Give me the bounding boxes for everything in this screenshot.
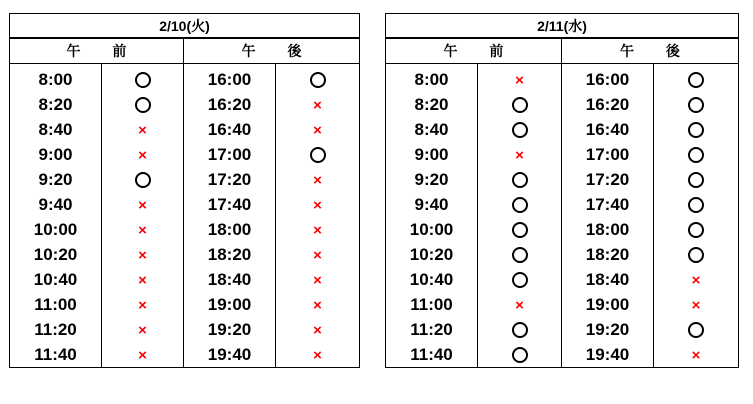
morning-time: 8:40: [10, 117, 102, 142]
cross-unavailable-icon: ×: [313, 121, 322, 139]
cross-unavailable-icon: ×: [313, 96, 322, 114]
morning-time: 10:00: [10, 217, 102, 242]
afternoon-status: [276, 167, 360, 192]
morning-status: [478, 167, 562, 192]
schedule-row: [10, 242, 360, 267]
circle-available-icon: [688, 322, 704, 338]
circle-available-icon: [310, 147, 326, 163]
afternoon-time: 16:20: [184, 92, 276, 117]
afternoon-status: [654, 192, 739, 217]
afternoon-time: 16:00: [562, 64, 654, 93]
schedule-row: [386, 292, 739, 317]
morning-time: 11:40: [10, 342, 102, 368]
morning-status: [102, 317, 184, 342]
cross-unavailable-icon: ×: [138, 321, 147, 339]
date-header: 2/10(火): [10, 14, 360, 39]
morning-time: 9:00: [10, 142, 102, 167]
morning-status: [478, 117, 562, 142]
cross-unavailable-icon: ×: [515, 71, 524, 89]
circle-available-icon: [512, 172, 528, 188]
schedule-row: [386, 167, 739, 192]
morning-time: 8:00: [386, 64, 478, 93]
morning-status: [478, 342, 562, 368]
circle-available-icon: [512, 322, 528, 338]
schedule-row: [10, 317, 360, 342]
schedule-row: [10, 117, 360, 142]
morning-status: [102, 292, 184, 317]
cross-unavailable-icon: ×: [138, 146, 147, 164]
afternoon-time: 19:40: [562, 342, 654, 368]
morning-time: 8:40: [386, 117, 478, 142]
morning-status: [478, 192, 562, 217]
afternoon-status: [654, 217, 739, 242]
morning-status: [102, 342, 184, 368]
morning-status: [102, 217, 184, 242]
schedule-row: [386, 192, 739, 217]
morning-time: 9:00: [386, 142, 478, 167]
morning-time: 11:20: [10, 317, 102, 342]
cross-unavailable-icon: ×: [138, 246, 147, 264]
cross-unavailable-icon: ×: [691, 271, 701, 289]
morning-time: 11:00: [10, 292, 102, 317]
morning-status: [478, 92, 562, 117]
morning-time: 9:20: [386, 167, 478, 192]
circle-available-icon: [688, 247, 704, 263]
circle-available-icon: [688, 197, 704, 213]
schedule-table-day-1: [9, 13, 360, 368]
schedule-row: [10, 217, 360, 242]
morning-time: 11:00: [386, 292, 478, 317]
afternoon-time: 18:40: [184, 267, 276, 292]
afternoon-time: 17:40: [184, 192, 276, 217]
afternoon-status: [276, 192, 360, 217]
schedule-row: [386, 267, 739, 292]
afternoon-status: [654, 64, 739, 93]
cross-unavailable-icon: ×: [313, 346, 322, 364]
morning-status: [102, 142, 184, 167]
morning-time: 9:40: [10, 192, 102, 217]
afternoon-time: 18:20: [562, 242, 654, 267]
schedule-row: [10, 167, 360, 192]
morning-status: [478, 242, 562, 267]
afternoon-status: [654, 267, 739, 292]
schedule-row: [386, 64, 739, 93]
morning-time: 8:20: [386, 92, 478, 117]
cross-unavailable-icon: ×: [691, 296, 701, 314]
morning-time: 11:20: [386, 317, 478, 342]
afternoon-status: [276, 267, 360, 292]
morning-status: [478, 142, 562, 167]
morning-status: [478, 64, 562, 93]
morning-status: [102, 192, 184, 217]
afternoon-status: [276, 292, 360, 317]
afternoon-time: 17:20: [562, 167, 654, 192]
afternoon-time: 17:00: [184, 142, 276, 167]
morning-status: [102, 92, 184, 117]
schedule-row: [386, 342, 739, 368]
circle-available-icon: [688, 147, 704, 163]
morning-time: 10:00: [386, 217, 478, 242]
circle-available-icon: [512, 272, 528, 288]
cross-unavailable-icon: ×: [138, 296, 147, 314]
schedule-row: [386, 142, 739, 167]
cross-unavailable-icon: ×: [313, 171, 322, 189]
afternoon-time: 17:40: [562, 192, 654, 217]
morning-status: [102, 267, 184, 292]
morning-status: [102, 117, 184, 142]
schedule-row: [10, 64, 360, 93]
morning-status: [102, 64, 184, 93]
cross-unavailable-icon: ×: [313, 271, 322, 289]
circle-available-icon: [512, 122, 528, 138]
cross-unavailable-icon: ×: [313, 246, 322, 264]
afternoon-status: [654, 342, 739, 368]
afternoon-time: 19:40: [184, 342, 276, 368]
cross-unavailable-icon: ×: [138, 221, 147, 239]
morning-time: 10:20: [10, 242, 102, 267]
morning-status: [102, 167, 184, 192]
afternoon-status: [276, 92, 360, 117]
afternoon-status: [276, 117, 360, 142]
date-header: 2/11(水): [386, 14, 739, 39]
afternoon-status: [654, 292, 739, 317]
afternoon-status: [654, 117, 739, 142]
circle-available-icon: [688, 97, 704, 113]
circle-available-icon: [688, 72, 704, 88]
schedule-row: [10, 292, 360, 317]
cross-unavailable-icon: ×: [138, 346, 147, 364]
schedule-row: [386, 217, 739, 242]
afternoon-time: 18:00: [184, 217, 276, 242]
circle-available-icon: [135, 97, 151, 113]
afternoon-time: 16:00: [184, 64, 276, 93]
cross-unavailable-icon: ×: [515, 296, 524, 314]
afternoon-time: 16:40: [184, 117, 276, 142]
afternoon-status: [276, 142, 360, 167]
morning-header: 午 前: [386, 38, 562, 64]
afternoon-header: 午 後: [562, 38, 739, 64]
afternoon-time: 18:00: [562, 217, 654, 242]
circle-available-icon: [512, 197, 528, 213]
schedule-row: [10, 142, 360, 167]
cross-unavailable-icon: ×: [138, 121, 147, 139]
circle-available-icon: [688, 122, 704, 138]
afternoon-time: 18:40: [562, 267, 654, 292]
morning-header: 午 前: [10, 38, 184, 64]
circle-available-icon: [135, 72, 151, 88]
afternoon-status: [276, 342, 360, 368]
circle-available-icon: [512, 97, 528, 113]
afternoon-status: [276, 317, 360, 342]
afternoon-time: 19:20: [184, 317, 276, 342]
afternoon-status: [654, 242, 739, 267]
cross-unavailable-icon: ×: [691, 346, 701, 364]
morning-time: 10:20: [386, 242, 478, 267]
afternoon-time: 16:20: [562, 92, 654, 117]
afternoon-status: [654, 92, 739, 117]
cross-unavailable-icon: ×: [313, 321, 322, 339]
afternoon-time: 19:00: [562, 292, 654, 317]
afternoon-time: 17:00: [562, 142, 654, 167]
cross-unavailable-icon: ×: [313, 296, 322, 314]
schedule-row: [10, 267, 360, 292]
morning-time: 9:40: [386, 192, 478, 217]
cross-unavailable-icon: ×: [515, 146, 524, 164]
circle-available-icon: [512, 347, 528, 363]
afternoon-status: [276, 64, 360, 93]
morning-time: 10:40: [10, 267, 102, 292]
circle-available-icon: [310, 72, 326, 88]
schedule-row: [386, 242, 739, 267]
morning-status: [102, 242, 184, 267]
afternoon-time: 19:20: [562, 317, 654, 342]
morning-time: 10:40: [386, 267, 478, 292]
circle-available-icon: [135, 172, 151, 188]
cross-unavailable-icon: ×: [138, 271, 147, 289]
circle-available-icon: [512, 222, 528, 238]
circle-available-icon: [688, 222, 704, 238]
afternoon-status: [654, 142, 739, 167]
afternoon-status: [276, 217, 360, 242]
morning-status: [478, 267, 562, 292]
afternoon-status: [654, 167, 739, 192]
morning-time: 8:20: [10, 92, 102, 117]
afternoon-time: 17:20: [184, 167, 276, 192]
morning-status: [478, 292, 562, 317]
cross-unavailable-icon: ×: [313, 221, 322, 239]
schedule-row: [386, 317, 739, 342]
afternoon-status: [654, 317, 739, 342]
schedule-row: [386, 117, 739, 142]
schedule-row: [10, 92, 360, 117]
afternoon-time: 19:00: [184, 292, 276, 317]
schedule-row: [386, 92, 739, 117]
morning-status: [478, 317, 562, 342]
afternoon-time: 16:40: [562, 117, 654, 142]
afternoon-time: 18:20: [184, 242, 276, 267]
morning-status: [478, 217, 562, 242]
circle-available-icon: [512, 247, 528, 263]
circle-available-icon: [688, 172, 704, 188]
afternoon-status: [276, 242, 360, 267]
morning-time: 8:00: [10, 64, 102, 93]
afternoon-header: 午 後: [184, 38, 360, 64]
cross-unavailable-icon: ×: [313, 196, 322, 214]
schedule-table-day-2: [385, 13, 739, 368]
cross-unavailable-icon: ×: [138, 196, 147, 214]
morning-time: 9:20: [10, 167, 102, 192]
morning-time: 11:40: [386, 342, 478, 368]
schedule-row: [10, 192, 360, 217]
schedule-row: [10, 342, 360, 368]
